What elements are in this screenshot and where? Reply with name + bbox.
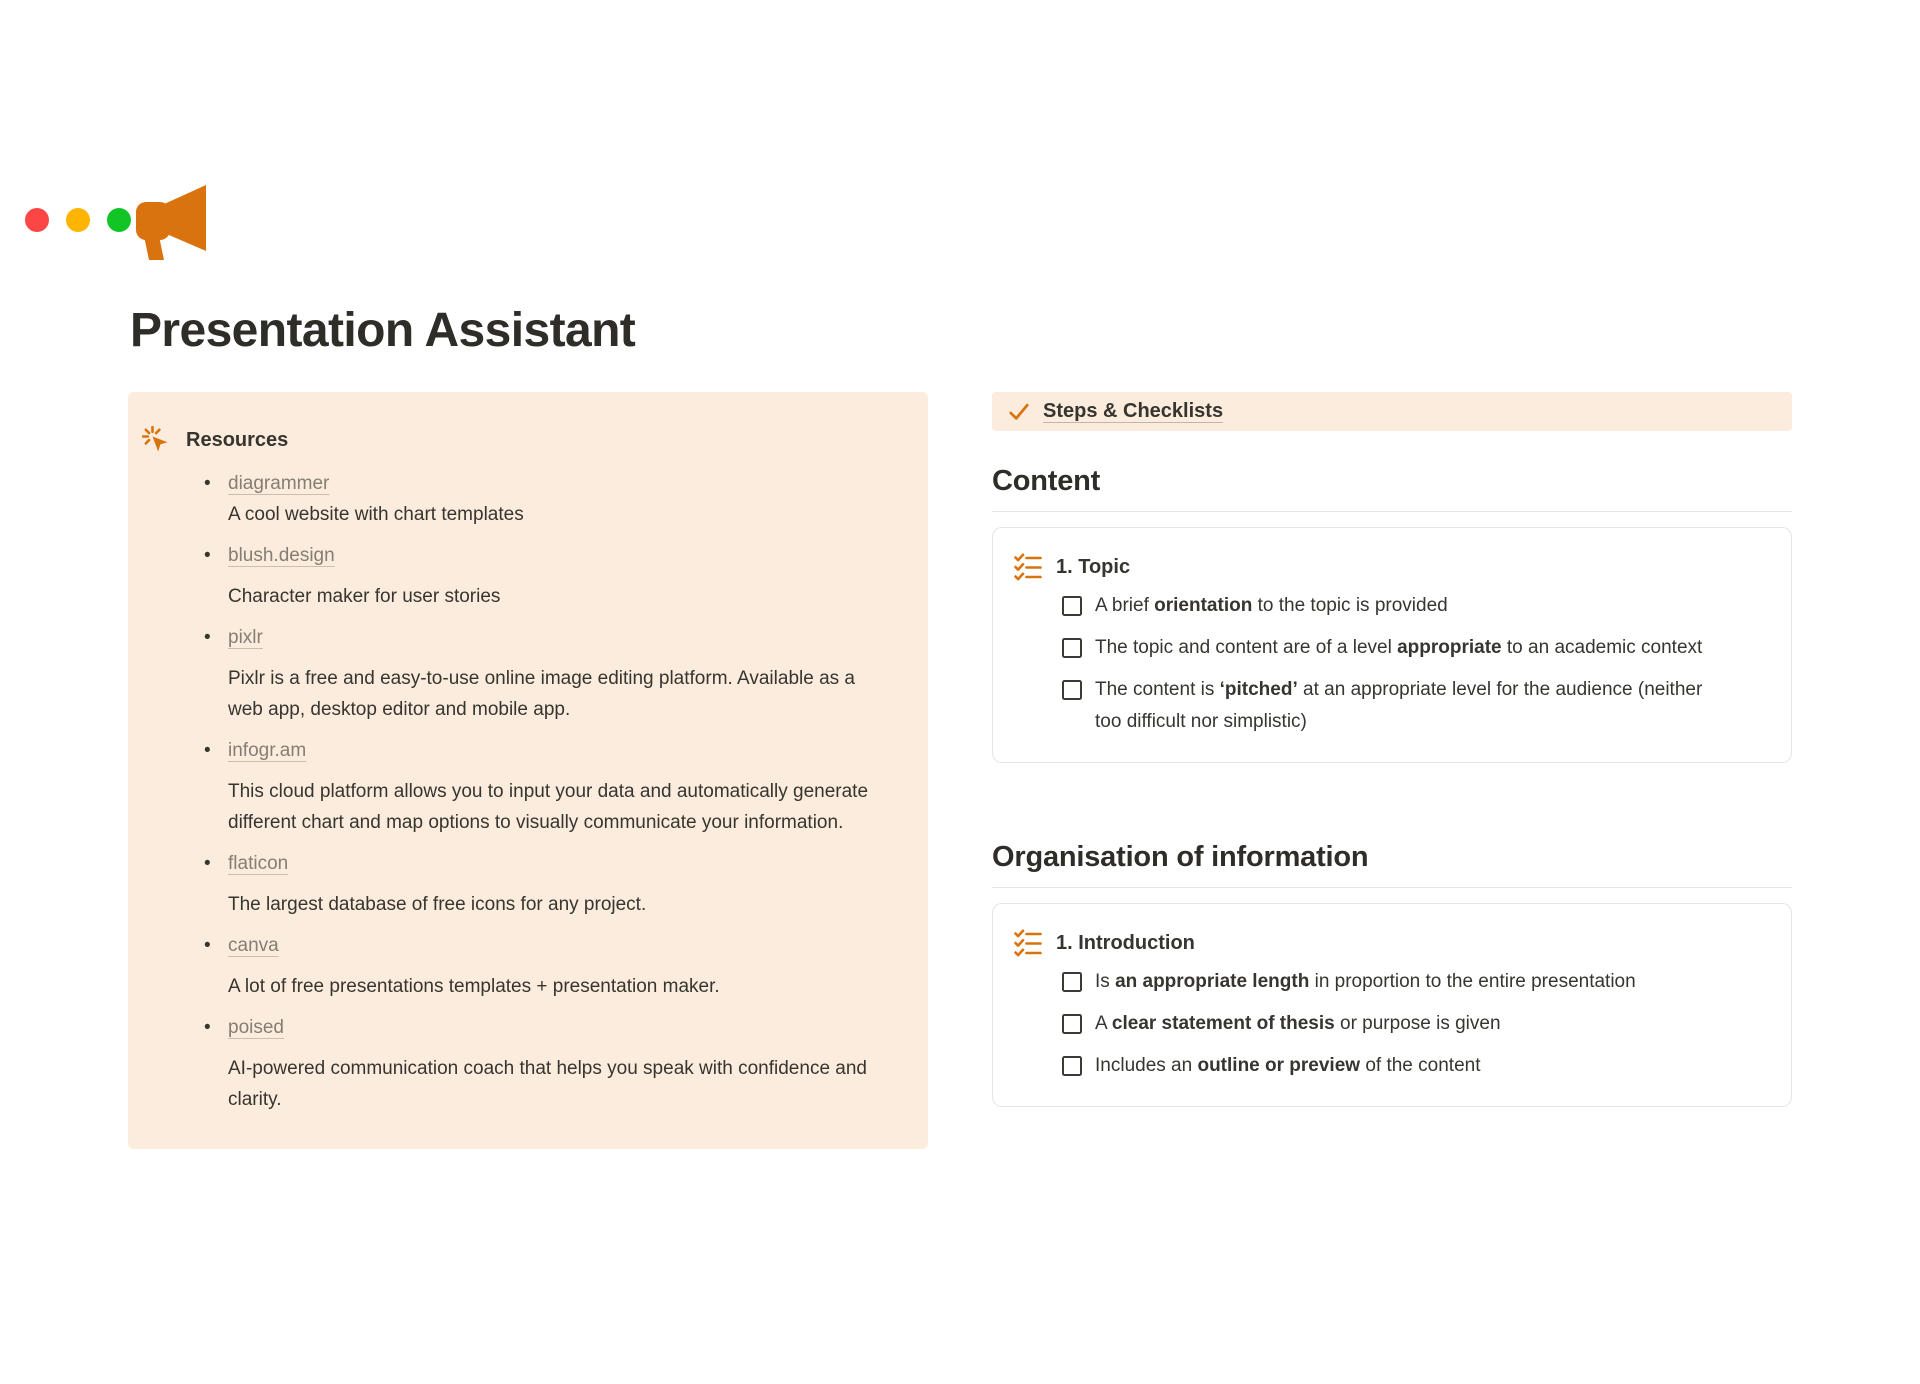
resource-description: This cloud platform allows you to input your data and automatically generate different chart and map options to visually communicate your information. bbox=[228, 781, 869, 833]
resource-item bbox=[142, 930, 904, 1002]
checkbox[interactable] bbox=[1062, 596, 1082, 616]
window-controls bbox=[25, 208, 131, 232]
resource-link-line bbox=[204, 735, 904, 766]
close-window-button[interactable] bbox=[25, 208, 49, 232]
todo-text-bold: clear statement of thesis bbox=[1111, 1013, 1335, 1034]
minimize-window-button[interactable] bbox=[66, 208, 90, 232]
resource-item bbox=[142, 540, 904, 612]
todo-text-plain: The topic and content are of a level bbox=[1095, 637, 1398, 658]
todo-text-bold: an appropriate length bbox=[1115, 971, 1310, 992]
card-title: 1. Introduction bbox=[1056, 932, 1195, 954]
todo-text-plain: or purpose is given bbox=[1334, 1013, 1501, 1034]
todo-text-plain: The content is bbox=[1095, 679, 1220, 700]
checkbox[interactable] bbox=[1062, 1014, 1082, 1034]
todo-text-plain: A brief bbox=[1095, 595, 1155, 616]
resource-description: AI-powered communication coach that helps you speak with confidence and clarity. bbox=[228, 1058, 867, 1110]
checkbox[interactable] bbox=[1062, 972, 1082, 992]
resource-item bbox=[142, 622, 904, 725]
right-column bbox=[992, 392, 1792, 1107]
todo-list bbox=[1062, 590, 1763, 738]
todo-text-plain: Is bbox=[1095, 971, 1116, 992]
todo-text-plain: Includes an bbox=[1095, 1055, 1198, 1076]
resource-description: A lot of free presentations templates + presentation maker. bbox=[228, 976, 720, 997]
todo-text-bold: ‘pitched’ bbox=[1219, 679, 1298, 700]
resource-link[interactable]: diagrammer bbox=[228, 473, 330, 494]
card-title: 1. Topic bbox=[1056, 556, 1131, 578]
todo-text-plain: A bbox=[1095, 1013, 1112, 1034]
resource-link-line bbox=[204, 848, 904, 879]
section-heading: Content bbox=[992, 465, 1101, 497]
checkbox[interactable] bbox=[1062, 680, 1082, 700]
bullet-dot: • bbox=[204, 1017, 211, 1038]
todo-text-bold: appropriate bbox=[1397, 637, 1502, 658]
bullet-dot: • bbox=[204, 473, 211, 494]
todo-item bbox=[1062, 590, 1763, 622]
page-title: Presentation Assistant bbox=[130, 304, 636, 357]
checkbox[interactable] bbox=[1062, 1056, 1082, 1076]
section-divider bbox=[992, 511, 1792, 512]
resources-list bbox=[142, 468, 904, 1115]
todo-text-plain: to the topic is provided bbox=[1252, 595, 1448, 616]
resource-link-line bbox=[204, 540, 904, 571]
todo-item bbox=[1062, 674, 1763, 738]
resource-description: Pixlr is a free and easy-to-use online image editing platform. Available as a web app, desktop editor and mobile app. bbox=[228, 668, 855, 720]
resource-link-line bbox=[204, 622, 904, 653]
card-header bbox=[1013, 552, 1763, 582]
resource-link-line bbox=[204, 930, 904, 961]
resource-description: A cool website with chart templates bbox=[228, 504, 524, 525]
steps-checklists-label: Steps & Checklists bbox=[1043, 400, 1224, 422]
bullet-dot: • bbox=[204, 740, 211, 761]
left-column bbox=[128, 392, 928, 1149]
section-heading: Organisation of information bbox=[992, 841, 1369, 873]
todo-text bbox=[1095, 674, 1715, 738]
todo-text bbox=[1095, 632, 1702, 664]
resources-header bbox=[142, 426, 904, 454]
resource-link-line bbox=[204, 468, 904, 499]
resource-description: Character maker for user stories bbox=[228, 586, 501, 607]
resource-item bbox=[142, 468, 904, 530]
resource-link[interactable]: flaticon bbox=[228, 853, 289, 874]
todo-item bbox=[1062, 1050, 1763, 1082]
megaphone-icon[interactable] bbox=[136, 184, 216, 264]
bullet-dot: • bbox=[204, 545, 211, 566]
checklist-sections bbox=[992, 465, 1792, 1107]
task-list-icon bbox=[1013, 928, 1043, 958]
todo-text-plain: in proportion to the entire presentation bbox=[1309, 971, 1636, 992]
steps-checklists-link[interactable] bbox=[992, 392, 1792, 431]
todo-text-plain: of the content bbox=[1360, 1055, 1481, 1076]
resources-callout bbox=[128, 392, 928, 1149]
todo-text-bold: orientation bbox=[1154, 595, 1253, 616]
check-icon bbox=[1008, 401, 1030, 423]
content-columns bbox=[128, 392, 1792, 1149]
notion-page bbox=[0, 184, 1920, 1149]
resources-title: Resources bbox=[186, 428, 289, 451]
resource-link-line bbox=[204, 1012, 904, 1043]
checklist-section bbox=[992, 465, 1792, 763]
todo-text bbox=[1095, 966, 1636, 998]
checklist-section bbox=[992, 841, 1792, 1107]
checkbox[interactable] bbox=[1062, 638, 1082, 658]
todo-text-plain: to an academic context bbox=[1501, 637, 1703, 658]
bullet-dot: • bbox=[204, 853, 211, 874]
todo-item bbox=[1062, 632, 1763, 664]
section-divider bbox=[992, 887, 1792, 888]
resource-item bbox=[142, 848, 904, 920]
task-list-icon bbox=[1013, 552, 1043, 582]
todo-item bbox=[1062, 966, 1763, 998]
resource-link[interactable]: blush.design bbox=[228, 545, 335, 566]
resource-link[interactable]: poised bbox=[228, 1017, 284, 1038]
todo-text-bold: outline or preview bbox=[1197, 1055, 1361, 1076]
todo-text bbox=[1095, 590, 1448, 622]
zoom-window-button[interactable] bbox=[107, 208, 131, 232]
cursor-click-icon bbox=[142, 426, 170, 454]
card-header bbox=[1013, 928, 1763, 958]
resource-description: The largest database of free icons for any project. bbox=[228, 894, 647, 915]
checklist-card bbox=[992, 527, 1792, 763]
todo-text bbox=[1095, 1008, 1501, 1040]
resource-item bbox=[142, 1012, 904, 1115]
resource-item bbox=[142, 735, 904, 838]
resource-link[interactable]: canva bbox=[228, 935, 279, 956]
todo-text bbox=[1095, 1050, 1480, 1082]
resource-link[interactable]: infogr.am bbox=[228, 740, 307, 761]
todo-list bbox=[1062, 966, 1763, 1082]
todo-text-plain: at an appropriate level for the audience (neither too difficult nor simplistic) bbox=[1095, 679, 1703, 732]
bullet-dot: • bbox=[204, 935, 211, 956]
checklist-card bbox=[992, 903, 1792, 1107]
bullet-dot: • bbox=[204, 627, 211, 648]
todo-item bbox=[1062, 1008, 1763, 1040]
resource-link[interactable]: pixlr bbox=[228, 627, 263, 648]
